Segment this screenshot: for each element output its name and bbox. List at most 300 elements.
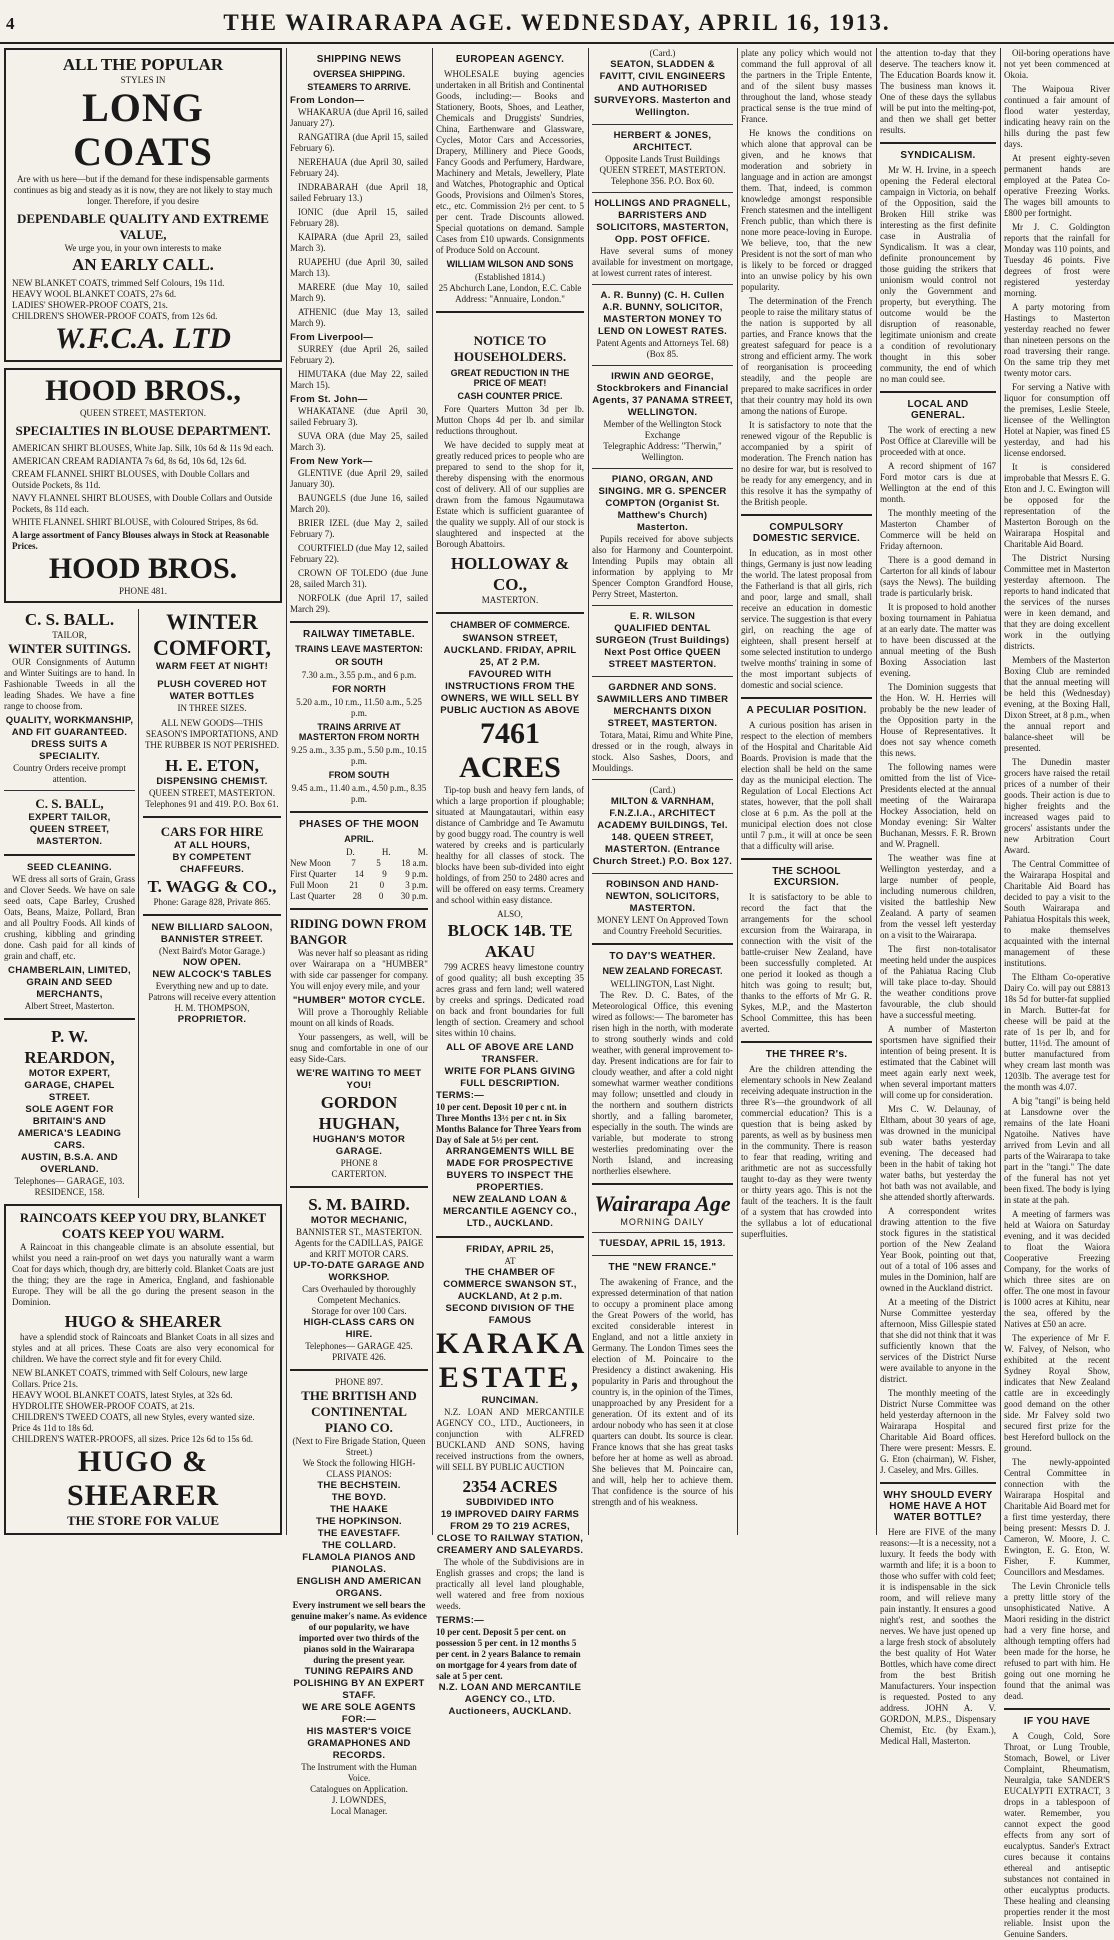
ad-text: Telephones— GARAGE, 103. RESIDENCE, 158. xyxy=(14,1176,125,1197)
ad-text: PHONE 8 xyxy=(340,1158,378,1168)
ad-text: (Next to Fire Brigade Station, Queen Street.) xyxy=(292,1436,426,1457)
ad-headline: LONG COATS xyxy=(73,85,213,174)
rail-label: FOR NORTH xyxy=(332,684,386,694)
piano-brand: THE EAVESTAFF. xyxy=(317,1528,401,1539)
moon-row: Full Moon 21 0 3 p.m. xyxy=(290,880,428,890)
ad-text: Country Orders receive prompt attention. xyxy=(13,763,126,784)
ad-text: (Established 1814.) xyxy=(475,272,545,282)
article-body: It is satisfactory to note that the renewed vigour of the Republic is accompanied by a spirit of moderation. The French nation has no desire for war, but is resolved to be ready for any emergency, and in this resolve it has the sympathy of the British people. xyxy=(741,420,872,507)
section-subheading: NEW ZEALAND FORECAST. xyxy=(602,966,723,976)
news-item: At a meeting of the District Nurse Committee yesterday afternoon, Miss Gillespie stated that she did not think that it was sufficiently known that the services of the District Nurse were available to anyone in the district. xyxy=(880,1297,996,1384)
news-item: The monthly meeting of the District Nurse Committee was held yesterday afternoon in the Wairarapa Hospital and Charitable Aid Board offices. There were present: Messrs. E. G. Eton (chairman), W. Fisher, J. Caseley, and Mrs. Gilles. xyxy=(880,1388,996,1475)
section-heading: RAILWAY TIMETABLE. xyxy=(303,629,415,640)
ad-text: HUGHAN'S MOTOR GARAGE. xyxy=(312,1134,406,1157)
ad-text: ALL OF ABOVE ARE LAND TRANSFER. xyxy=(446,1042,574,1065)
column-4 xyxy=(592,48,733,1535)
news-item: It is proposed to hold another boxing tournament in Pahiatua at an early date. The matter was to have been discussed at the annual meeting of the Bush Boxing Association last evening. xyxy=(880,602,996,678)
business-card: E. R. WILSON xyxy=(629,611,696,622)
baird-ad xyxy=(290,1194,428,1363)
shipping-entry: ATHENIC (due May 13, sailed March 9). xyxy=(290,307,428,328)
ad-item: AMERICAN SHIRT BLOUSES, White Jap. Silk, 10s 6d & 11s 9d each. xyxy=(12,443,274,453)
news-item: The Levin Chronicle tells a pretty little story of the unsophisticated Native. A Maori residing in the district had a very fine horse, and although tempting offers had been made for the horse, he refused to part with him. He going out one morning he found that the animal was dead. xyxy=(1004,1581,1110,1701)
ad-text: MASTERTON. xyxy=(481,595,539,605)
ad-text: FLAMOLA PIANOS AND PIANOLAS. xyxy=(302,1552,416,1575)
ad-subhead: DEPENDABLE QUALITY AND EXTREME VALUE, xyxy=(17,211,269,242)
shipping-origin: From London— xyxy=(290,95,365,106)
article-body: plate any policy which would not command the full approval of all the partners in the Triple Entente, and of the silent busy masses throughout the land, whose steady practical sense is the true mind of France. xyxy=(741,48,872,124)
business-card-text: Telegraphic Address: "Therwin," Wellington. xyxy=(603,441,722,462)
ad-signature: GORDON HUGHAN, xyxy=(318,1093,400,1133)
business-card-text: Opposite Lands Trust Buildings QUEEN STREET, MASTERTON. Telephone 356. P.O. Box 60. xyxy=(599,154,726,186)
news-item: A record shipment of 167 Ford motor cars is due at Wellington at the end of this month. xyxy=(880,461,996,504)
section-subheading: OVERSEA SHIPPING. xyxy=(313,69,405,79)
ad-text: QUEEN STREET, MASTERTON. xyxy=(148,788,276,798)
ad-text: STYLES IN xyxy=(120,75,166,85)
shipping-entry: BRIER IZEL (due May 2, sailed February 7). xyxy=(290,518,428,539)
article-body: A curious position has arisen in respect to the election of members of the Hospital and Charitable Aid Boards. Provision is made that the election shall be held on the same day as the municipal election. The Regulation of Local Elections Act states, however, that the poll shall close at 6 p.m. As the poll at the municipal election does not close until 7 p.m., it will at once be seen that a difficulty will arise. xyxy=(741,720,872,851)
ad-logo: W.F.C.A. LTD xyxy=(55,322,231,355)
ad-text: GRAIN AND SEED MERCHANTS, xyxy=(26,977,113,1000)
ad-text: WRITE FOR PLANS GIVING FULL DESCRIPTION. xyxy=(444,1066,576,1089)
ad-headline: CARS FOR HIRE xyxy=(160,824,264,839)
news-item: The first non-totalisator meeting held under the auspices of the Pahiatua Racing Club will take place to-day. Should the weather conditions prove favourable, the club should have a successful meeting. xyxy=(880,944,996,1020)
ad-text: RUNCIMAN. xyxy=(481,1395,539,1406)
ad-text: MOTOR MECHANIC, xyxy=(310,1215,408,1226)
ad-body: WE dress all sorts of Grain, Grass and Clover Seeds. We have on sale seed oats, Cape Barley, Crushed Oats, Beans, Maize, Pollard, Bran and all Poultry Foods. All kinds of crushing, kibbling and grinding done. Cash paid for all kinds of grain and chaff, etc. xyxy=(4,874,135,961)
ad-text: PHONE 897. xyxy=(334,1377,383,1387)
news-item: A party motoring from Hastings to Masterton yesterday reached no fewer than nineteen persons on the road traversing their range. On the same trip they met twenty motor cars. xyxy=(1004,302,1110,378)
card-label: (Card.) xyxy=(649,785,676,795)
shipping-origin: From Liverpool— xyxy=(290,332,374,343)
ad-signature: H. E. ETON, xyxy=(165,756,259,775)
news-item: The monthly meeting of the Masterton Chamber of Commerce will be held on Friday afternoon. xyxy=(880,508,996,551)
news-item: The experience of Mr F. W. Falvey, of Nelson, who exhibited at the recent Sydney Royal Show, indicates that New Zealand cattle are in exceedingly good demand on the other side. Mr Falvey sold two secured first prize for the best Hereford bullock on the ground. xyxy=(1004,1333,1110,1453)
ad-headline: WHY SHOULD EVERY HOME HAVE A HOT WATER BOTTLE? xyxy=(883,1490,993,1523)
ad-logo: HOOD BROS. xyxy=(48,552,238,585)
ad-tagline: THE STORE FOR VALUE xyxy=(66,1513,220,1528)
ad-headline: RIDING DOWN FROM BANGOR xyxy=(290,916,427,947)
ad-body: Fore Quarters Mutton 3d per lb. Mutton Chops 4d per lb. and similar reductions throughout. xyxy=(436,404,584,436)
ad-headline: BLOCK 14B. TE AKAU xyxy=(447,921,573,961)
business-card-text: Have several sums of money available for investment on mortgage, at lowest current rates of interest. xyxy=(592,246,733,278)
shipping-entry: IONIC (due April 15, sailed February 28). xyxy=(290,207,428,228)
rail-times: 9.45 a.m., 11.40 a.m., 4.50 p.m., 8.35 p.m. xyxy=(291,783,427,804)
news-item: The newly-appointed Central Committee in connection with the Wairarapa Hospital and Charitable Aid Board met for a first time yesterday, there being present: Messrs D. J. Cameron, W. Moore, J. C. Ewington, E. G. Eton, W. Fisher, F. Kummer, Councillors and Mesdames. xyxy=(1004,1457,1110,1577)
ad-signature: N.Z. LOAN AND MERCANTILE AGENCY CO., LTD. Auctioneers, AUCKLAND. xyxy=(438,1682,582,1717)
shipping-entry: MARERE (due May 10, sailed March 9). xyxy=(290,282,428,303)
hugo-shearer-ad xyxy=(4,1204,282,1535)
ad-text: AT xyxy=(504,1256,516,1266)
ad-text: CLOSE TO RAILWAY STATION, CREAMERY AND SALEYARDS. xyxy=(436,1533,584,1556)
section-heading: TO DAY'S WEATHER. xyxy=(609,951,716,962)
reardon-ad xyxy=(4,1026,135,1198)
ad-text: Every instrument we sell bears the genuine maker's name. As evidence of our popularity, we have imported over two thirds of the pianos sold in the Wairarapa during the present year. xyxy=(291,1600,427,1665)
piano-brand: THE BECHSTEIN. xyxy=(317,1480,401,1491)
news-item: The weather was fine at Wellington yesterday, and a large number of people, including numerous children, visited the battleship New Zealand. A party of seamen from the vessel left yesterday on a visit to the Wairarapa. xyxy=(880,853,996,940)
ad-body: Tip-top bush and heavy fern lands, of which a large proportion if ploughable; situated at Maungatautari, within easy distance of Cambridge and Te Awamutu by good buggy road. The country is well watered by creeks and is particularly healthy for all classes of stock. The blocks have been sub-divided into eight holdings, of from 250 to 2480 acres and will be offered on easy terms. Creamery and school within easy distance. xyxy=(436,785,584,905)
news-item: Oil-boring operations have not yet been commenced at Okoia. xyxy=(1004,48,1110,80)
article-body: the attention to-day that they deserve. The teachers know it. The Education Boards know it. The business man knows it. One of these days the syllabus will be put into the melting-pot, and then we shall get better results. xyxy=(880,48,996,135)
ad-signature: H. M. THOMPSON, xyxy=(174,1003,250,1013)
ad-text: Local Manager. xyxy=(330,1806,388,1816)
ad-text: SWANSON STREET, AUCKLAND. FRIDAY, APRIL 25, AT 2 P.M. xyxy=(443,633,577,668)
moon-row: First Quarter 14 9 9 p.m. xyxy=(290,869,428,879)
seed-cleaning-ad xyxy=(4,862,135,1012)
ad-body: have a splendid stock of Raincoats and Blanket Coats in all sizes and styles and at all prices. These Coats are also very economical for children. We have the correct style and fit for every Child. xyxy=(12,1332,274,1364)
news-item: A meeting of farmers was held at Waiora on Saturday evening, and it was decided to float the Waiora Cooperative Freezing Company, for the works of which three sites are on offer. The one most in favour is 1000 acres at Kihitu, near the sea, offered by the Natives at £50 an acre. xyxy=(1004,1209,1110,1329)
article-heading: SYNDICALISM. xyxy=(900,150,976,161)
ad-subhead: GREAT REDUCTION IN THE PRICE OF MEAT! xyxy=(450,368,570,388)
ad-text: 25 Abchurch Lane, London, E.C. Cable Address: "Annuaire, London." xyxy=(438,283,582,304)
section-heading: CHAMBER OF COMMERCE. xyxy=(450,620,570,630)
ad-terms: 10 per cent. Deposit 10 per c nt. in Three Months 13½ per c nt. in Six Months Balance for Three Years from Day of Sale at 5½ per cent. xyxy=(436,1102,582,1145)
column-7 xyxy=(1004,48,1110,1939)
ad-text: CARTERTON. xyxy=(331,1169,387,1179)
article-body: It is satisfactory to be able to record the fact that the arrangements for the school excursion from the Wairarapa, in connection with the visit of the battle-cruiser New Zealand, have been successfully completed. At one period it looked as though a hitch was going to result; but, thanks to the efforts of Mr G. R. Sykes, M.P., and the Masterton School Committee, this has been averted. xyxy=(741,892,872,1034)
ad-item: HYDROLITE SHOWER-PROOF COATS, at 21s. xyxy=(12,1401,195,1411)
news-item: The Dominion suggests that the Hon. W. H. Herries will probably be the new leader of the Opposition party in the House of Representatives. It does not say whence cometh this news. xyxy=(880,682,996,758)
ad-text: THE CHAMBER OF COMMERCE SWANSON ST., AUCKLAND, At 2 p.m. xyxy=(443,1267,577,1302)
ad-headline: C. S. BALL. xyxy=(24,610,115,629)
rail-times: 5.20 a.m., 10 r.m., 11.50 a.m., 5.25 p.m. xyxy=(296,697,422,718)
ad-text: EXPERT TAILOR, xyxy=(28,812,111,823)
billiard-saloon-ad xyxy=(143,922,281,1026)
ad-headline: HOOD BROS., xyxy=(45,374,241,407)
ad-text: GARAGE, CHAPEL STREET. xyxy=(24,1080,115,1103)
card-label: (Card.) xyxy=(649,48,676,58)
editorial-date: TUESDAY, APRIL 15, 1913. xyxy=(599,1238,726,1249)
ad-text: Telephones 91 and 419. P.O. Box 61. xyxy=(145,799,279,809)
ad-body: N.Z. LOAN AND MERCANTILE AGENCY CO., LTD., Auctioneers, in conjunction with ALFRED BUCKLAND AND SONS, having received instructions from the owners, will SELL BY PUBLIC AUCTION xyxy=(436,1407,584,1472)
ad-body: Will prove a Thoroughly Reliable mount on all kinds of Roads. xyxy=(290,1007,428,1028)
ad-text: FRIDAY, APRIL 25, xyxy=(466,1244,554,1255)
ad-headline: THE BRITISH AND CONTINENTAL PIANO CO. xyxy=(301,1388,417,1435)
ad-body: We have decided to supply meat at greatly reduced prices to people who are prepared to send to the shop for it, thereby dispensing with the enormous cost of delivery. All of our supplies are drawn from the famous Ngaumutawa Estate which is sufficient guarantee of the quality we supply. All of our stock is slaughtered and inspected at the Borough Abattoirs. xyxy=(436,440,584,549)
ad-text: WE ARE SOLE AGENTS FOR:— xyxy=(302,1702,416,1725)
moon-header-row: D. H. M. xyxy=(346,847,428,857)
article-heading: COMPULSORY DOMESTIC SERVICE. xyxy=(752,522,861,544)
news-item: The Central Committee of the Wairarapa Hospital and Charitable Aid Board has decided to pay a visit to the South Wairarapa and Pahiatua Hospitals this week, to make themselves acquainted with the internal management of these institutions. xyxy=(1004,859,1110,968)
shipping-entry: RUAPEHU (due April 30, sailed March 13). xyxy=(290,257,428,278)
business-card: HERBERT & JONES, ARCHITECT. xyxy=(613,130,712,153)
ad-text: QUEEN STREET, MASTERTON. xyxy=(29,824,110,847)
news-item: A big "tangi" is being held at Lansdowne over the remains of the late Hoani Ngatoihe. Natives have arrived from Levin and all parts of the Wairarapa to take part in the "tangi." The date of the funeral has not yet been fixed. The body is lying in state at the pah. xyxy=(1004,1096,1110,1205)
ad-text: SOLE AGENT FOR xyxy=(25,1104,114,1115)
ad-text: PLUSH COVERED HOT WATER BOTTLES xyxy=(157,679,267,702)
news-item: The following names were omitted from the list of Vice-Presidents elected at the annual meeting of the Wairarapa Hockey Association, held on Monday evening: Sir Walter Buchanan, Messrs. F. R. Brown and W. Pragnell. xyxy=(880,762,996,849)
ad-headline: S. M. BAIRD. xyxy=(308,1195,410,1214)
business-card: SEATON, SLADDEN & FAVITT, CIVIL ENGINEERS AND AUTHORISED SURVEYORS. Masterton and Wellington. xyxy=(594,59,731,118)
ad-signature: J. LOWNDES, xyxy=(331,1795,387,1805)
ad-item: NAVY FLANNEL SHIRT BLOUSES, with Double Collars and Outside Pockets, 8s 11d each. xyxy=(12,493,273,514)
ad-text: We urge you, in your own interests to make xyxy=(64,243,222,253)
newspaper-title: THE WAIRARAPA AGE. WEDNESDAY, APRIL 16, 1913. xyxy=(223,10,891,35)
ad-signature: C. S. BALL, xyxy=(35,796,104,811)
piano-brand: THE BOYD. xyxy=(331,1492,387,1503)
ad-text: Storage for over 100 Cars. xyxy=(311,1306,407,1316)
ad-body: Here are FIVE of the many reasons:—It is a necessity, not a luxury. It feeds the body with warmth and life; it is a boon to those who suffer with cold feet; it is indispensable in the sick room, and will relieve many pain instantly. It ensures a good night's rest, and soothes the nerves. We have just opened up a large fresh stock of absolutely the best quality of Hot Water Bottles, which have come direct from the best British Manufacturers. Your inspection is requested. Posted to any address. JOHN A. V. GORDON, M.P.S., Dispensary Chemist, Etc. (by Exam.), Medical Hall, Masterton. xyxy=(880,1527,996,1746)
ad-body: ALL NEW GOODS—THIS SEASON'S IMPORTATIONS, AND THE RUBBER IS NOT PERISHED. xyxy=(144,718,280,750)
article-body: In education, as in most other things, Germany is just now leading the world. The latest proposal from the Fatherland is that all girls, rich and poor, large and small, shall receive an education in domestic service. The suggestion is that every girl, on reaching the age of eighteen, shall present herself at some selected institution to undergo twelve months' training in some of the most important subjects of domestic and social science. xyxy=(741,548,872,690)
business-card-text: QUALIFIED DENTAL SURGEON (Trust Buildings) Next Post Office QUEEN STREET MASTERTON. xyxy=(595,623,730,670)
ad-signature: CHAMBERLAIN, LIMITED, xyxy=(8,965,131,976)
news-item: The Eltham Co-operative Dairy Co. will pay out £8813 18s 5d for butter-fat supplied in March. Butter-fat for cheese will be paid at the rate of 1s per lb, and for butter, 11½d. The amount of butter manufactured from whey cream last month was 1203lb. The average test for the month was 4.07. xyxy=(1004,972,1110,1092)
ad-subhead: CASH COUNTER PRICE. xyxy=(457,391,563,401)
ad-headline: SEED CLEANING. xyxy=(27,862,112,873)
column-6 xyxy=(880,48,996,1746)
business-card: PIANO, ORGAN, AND SINGING. MR G. SPENCER COMPTON (Organist St. Matthew's Church) Masterton. xyxy=(598,474,727,533)
ad-headline: 2354 ACRES xyxy=(462,1477,558,1496)
ad-signature: T. WAGG & CO., xyxy=(147,877,277,896)
business-card-text: MONEY LENT On Approved Town and Country Freehold Securities. xyxy=(596,915,729,936)
ad-item: CHILDREN'S WATER-PROOFS, all sizes. Price 12s 6d to 15s 6d. xyxy=(12,1434,253,1444)
ad-body: A Cough, Cold, Sore Throat, or Lung Trouble, Stomach, Bowel, or Liver Complaint, Rheumatism, Neuralgia, take SANDER'S EUCALYPTI EXTRACT, 3 drops in a tablespoon of water. Remember, you cannot expect the good effects from any sort of eucalyptus. Sander's Extract cures because it contains ethereal and antiseptic substances not contained in other eucalyptus products. These healing and cleansing properties render it the most reliable. Insist upon the Genuine Sanders. xyxy=(1004,1731,1110,1939)
article-heading: LOCAL AND GENERAL. xyxy=(907,399,969,421)
news-item: At present eighty-seven permanent hands are employed at the Patea Co-operative Freezing Works. The wages bill amounts to £800 per fortnight. xyxy=(1004,153,1110,218)
piano-brand: THE HOPKINSON. xyxy=(315,1516,402,1527)
ad-text: BRITAIN'S AND AMERICA'S LEADING CARS. xyxy=(17,1116,122,1151)
ad-text: Are with us here—but if the demand for these indispensable garments continues as big and steady as it is now, they are not likely to stay much longer. Therefore, if you desire xyxy=(13,174,273,206)
shipping-entry: NORFOLK (due April 17, sailed March 29). xyxy=(290,593,428,614)
column-1 xyxy=(4,48,282,1535)
shipping-entry: WHAKARUA (due April 16, sailed January 27). xyxy=(290,107,428,128)
ad-text: HIGH-CLASS CARS ON HIRE. xyxy=(303,1317,415,1340)
ad-text: BANNISTER ST., MASTERTON. xyxy=(296,1227,422,1237)
ad-text: DISPENSING CHEMIST. xyxy=(156,776,268,787)
ad-headline: P. W. REARDON, xyxy=(24,1027,115,1067)
article-body: The awakening of France, and the expressed determination of that nation to occupy a prominent place among the Great Powers of the world, has excited considerable interest in England, and not a little anxiety in Germany. The London Times sees the election of M. Poincaire to the Presidency a distinct awakening. His popularity in Paris and throughout the country is, in the opinion of the Times, unapproached by any President for a generation. Of its extent and of its ardour nobody who has seen it at close quarters can doubt. Its source is clear. France knows that she has great tasks before her at home as well as abroad. She believes that M. Poincaire can, and will, help her to achieve them. That confidence is the source of his strength and of his weakness. xyxy=(592,1277,733,1507)
rail-label: TRAINS ARRIVE AT MASTERTON FROM NORTH xyxy=(298,722,420,742)
ad-text: Albert Street, Masterton. xyxy=(24,1001,115,1011)
shipping-entry: BAUNGELS (due June 16, sailed March 20). xyxy=(290,493,428,514)
section-heading: SHIPPING NEWS xyxy=(316,54,402,65)
shipping-entry: INDRABARAH (due April 18, sailed February 13.) xyxy=(290,182,428,203)
ad-headline: WINTER COMFORT, xyxy=(153,609,271,660)
ad-text: FAVOURED WITH INSTRUCTIONS FROM THE OWNERS, WE WILL SELL BY PUBLIC AUCTION AS ABOVE xyxy=(440,669,580,716)
ad-text: NEW ALCOCK'S TABLES xyxy=(152,969,272,980)
shipping-entry: RANGATIRA (due April 15, sailed February 6). xyxy=(290,132,428,153)
ad-text: (Next Baird's Motor Garage.) xyxy=(158,946,266,956)
ad-item: WHITE FLANNEL SHIRT BLOUSE, with Coloured Stripes, 8s 6d. xyxy=(12,517,259,527)
ad-logo: HUGO & SHEARER xyxy=(66,1445,220,1512)
ad-text: TAILOR, xyxy=(52,630,87,640)
ad-text: DRESS SUITS A SPECIALITY. xyxy=(31,739,108,762)
ad-headline: NOTICE TO HOUSEHOLDERS. xyxy=(453,333,567,364)
ad-text: NOW OPEN. xyxy=(182,957,242,968)
ad-address: QUEEN STREET, MASTERTON. xyxy=(79,408,207,418)
ad-text: TERMS:— xyxy=(436,1615,485,1626)
business-card: HOLLINGS AND PRAGNELL, BARRISTERS AND SOLICITORS, MASTERTON, Opp. POST OFFICE. xyxy=(594,198,731,245)
ad-terms: 10 per cent. Deposit 5 per cent. on possession 5 per cent. in 12 months 5 per cent. in 2 years Balance to remain on mortgage for 4 years from date of sale at 5 per cent. xyxy=(436,1627,581,1681)
article-heading: A PECULIAR POSITION. xyxy=(746,705,867,716)
ad-text: Phone: Garage 828, Private 865. xyxy=(153,897,271,907)
ad-text: ARRANGEMENTS WILL BE MADE FOR PROSPECTIVE BUYERS TO INSPECT THE PROPERTIES. xyxy=(445,1146,575,1193)
ad-text: ALSO, xyxy=(497,909,523,919)
ad-body: 799 ACRES heavy limestone country of good quality; all bush excepting 35 acres grass and fern land; well watered by creeks and springs. Dedicated road on back and front boundaries for full length of section. Creamery and school sites within 10 chains. xyxy=(436,962,584,1038)
business-card: ROBINSON AND HAND-NEWTON, SOLICITORS, MASTERTON. xyxy=(605,879,720,914)
ad-headline: NEW BILLIARD SALOON, xyxy=(151,922,273,933)
ad-body: A Raincoat in this changeable climate is an absolute essential, but whilst you need a rain-proof on wet days you naturally want a warm Coat for days which, though dry, are bitterly cold. Blanket Coats are just the thing; they are the rage in America, England, and fashionable Europe. They will be all the go during the present season in the Dominion. xyxy=(12,1242,274,1307)
news-item: Mr J. C. Goldington reports that the rainfall for Monday was 110 points, and Tuesday 46 points. Five degrees of frost were registered yesterday morning. xyxy=(1004,222,1110,298)
ad-text: BANNISTER STREET. xyxy=(160,934,264,945)
ad-item: HEAVY WOOL BLANKET COATS, 27s 6d. xyxy=(12,289,177,299)
shipping-entry: NEREHAUA (due April 30, sailed February 24). xyxy=(290,157,428,178)
ad-text: TUNING REPAIRS AND POLISHING BY AN EXPERT STAFF. xyxy=(293,1666,425,1701)
ad-body: The whole of the Subdivisions are in English grasses and crops; the land is practically all level land ploughable, well watered and free from noxious weeds. xyxy=(436,1557,584,1611)
news-item: It is considered improbable that Messrs E. G. Eton and J. C. Ewington will be opposed for the representation of the Masterton Borough on the Wairarapa Hospital and Charitable Aid Board. xyxy=(1004,462,1110,549)
shipping-origin: From St. John— xyxy=(290,394,368,405)
editorial-masthead-sub: MORNING DAILY xyxy=(620,1217,705,1227)
winter-comfort-ad xyxy=(143,609,281,1198)
ad-item: LADIES' SHOWER-PROOF COATS, 21s. xyxy=(12,300,168,310)
shipping-entry: HIMUTAKA (due May 22, sailed March 15). xyxy=(290,369,428,390)
ad-headline: KARAKA ESTATE, xyxy=(436,1327,588,1394)
ad-item: HEAVY WOOL BLANKET COATS, latest Styles, at 32s 6d. xyxy=(12,1390,233,1400)
column-rule xyxy=(737,48,738,1535)
rail-times: 9.25 a.m., 3.35 p.m., 5.50 p.m., 10.15 p.m. xyxy=(291,745,427,766)
news-item: A correspondent writes drawing attention to the five stock figures in the statistical portion of the New Zealand Year Book, pointing out that, out of a total of 106 asses and mules in the Dominion, half are owned in the Auckland district. xyxy=(880,1206,996,1293)
ad-body: Your passengers, as well, will be snug and comfortable in one of our easy Side-Cars. xyxy=(290,1032,428,1064)
piano-brand: THE HAAKE xyxy=(329,1504,389,1515)
rail-label: TRAINS LEAVE MASTERTON: xyxy=(295,644,423,654)
ad-headline: RAINCOATS KEEP YOU DRY, BLANKET COATS KEEP YOU WARM. xyxy=(19,1210,267,1241)
article-body: Are the children attending the elementary schools in New Zealand receiving adequate instruction in the three R's—the groundwork of all commercial education? This is a question that is being asked by parents, as well as by business men in the community. There is reason to fear that reading, writing and arithmetic are not as successfully taught to-day as they were twenty or thirty years ago. This is not the fault of the teachers. It is the fault of a system that has crowded into the syllabus a lot of educational superfluities. xyxy=(741,1064,872,1239)
ad-signature: HOLLOWAY & CO., xyxy=(450,554,570,594)
ad-pair-row xyxy=(4,609,282,1198)
moon-row: New Moon 7 5 18 a.m. xyxy=(290,858,428,868)
ad-item: A large assortment of Fancy Blouses always in Stock at Reasonable Prices. xyxy=(12,530,269,551)
piano-brand: THE COLLARD. xyxy=(321,1540,397,1551)
ad-subhead: WARM FEET AT NIGHT! xyxy=(155,661,269,672)
business-card: MILTON & VARNHAM, F.N.Z.I.A., ARCHITECT ACADEMY BUILDINGS, Tel. 148. QUEEN STREET, MASTERTON. (Entrance Church Street.) P.O. Box 127. xyxy=(592,796,733,867)
column-3 xyxy=(436,48,588,1717)
article-body: Mr W. H. Irvine, in a speech opening the Federal electoral campaign in Victoria, on behalf of the Opposition, said the Broken Hill strike was interesting as the first definite case in Australia of Syndicalism. It was a clear, definite pronouncement by those guiding the strikers that unionism would control not only the Government and property, but everything. The outcome would be the disruption of reasonable, legitimate unionism and create a condition of revolutionary thought in this sober community, the end of which no man could see. xyxy=(880,165,996,384)
cars-for-hire-ad xyxy=(143,824,281,908)
rail-label: FROM SOUTH xyxy=(328,770,390,780)
dateline: WELLINGTON, Last Night. xyxy=(610,979,715,989)
shipping-entry: WHAKATANE (due April 30, sailed February 3). xyxy=(290,406,428,427)
page-number: 4 xyxy=(6,14,15,33)
column-rule xyxy=(432,48,433,1535)
column-rule xyxy=(1000,48,1001,1535)
ad-signature: WILLIAM WILSON AND SONS xyxy=(446,259,574,269)
ad-text: 19 IMPROVED DAIRY FARMS FROM 29 TO 219 ACRES, xyxy=(440,1509,580,1532)
shipping-entry: SURREY (due April 26, sailed February 2). xyxy=(290,344,428,365)
shipping-entry: COURTFIELD (due May 12, sailed February 22). xyxy=(290,543,428,564)
ad-text: SUBDIVIDED INTO xyxy=(465,1497,555,1508)
article-heading: THE "NEW FRANCE." xyxy=(608,1262,717,1273)
section-subheading: STEAMERS TO ARRIVE. xyxy=(307,82,411,92)
ad-body: Was never half so pleasant as riding over Wairarapa on a "HUMBER" with side car passenger for company. You will enjoy every mile, and your xyxy=(290,948,428,991)
ad-text: BY COMPETENT CHAFFEURS. xyxy=(172,852,252,875)
business-card-text: Member of the Wellington Stock Exchange xyxy=(603,419,722,440)
ad-text: UP-TO-DATE GARAGE AND WORKSHOP. xyxy=(293,1260,425,1283)
news-item: The work of erecting a new Post Office at Clareville will be proceeded with at once. xyxy=(880,425,996,457)
ad-text: MOTOR EXPERT, xyxy=(28,1068,111,1079)
ad-text: HIS MASTER'S VOICE GRAMAPHONES AND RECORDS. xyxy=(306,1726,412,1761)
ad-text: QUALITY, WORKMANSHIP, AND FIT GUARANTEED. xyxy=(5,715,134,738)
ad-text: Agents for the CADILLAS, PAIGE and KRIT MOTOR CARS. xyxy=(294,1238,424,1259)
news-item: Members of the Masterton Boxing Club are reminded that the annual meeting will be held this (Wednesday) evening, at the Boxing Hall, Dixon Street, at 8 p.m., when the annual report and balance-sheet will be presented. xyxy=(1004,655,1110,753)
ad-subhead: AN EARLY CALL. xyxy=(72,255,214,274)
ad-headline: IF YOU HAVE xyxy=(1023,1716,1091,1727)
article-body: He knows the conditions on which alone that approval can be given, and he knows that moderation and sobriety in language and in action are amongst them. That, indeed, is common knowledge amongst responsible French statesmen and the intelligent French public, than which there is none more peace-loving in Europe. We believe, too, that the new President is not the sort of man who is likely to be forced or dragged into an unwise policy by his own popularity. xyxy=(741,128,872,292)
column-5 xyxy=(741,48,872,1535)
humber-ad xyxy=(290,916,428,1180)
shipping-origin: From New York— xyxy=(290,456,373,467)
news-item: The District Nursing Committee met in Masterton yesterday afternoon. The reports to hand indicated that the services of the nurses were in keen demand, and that they are doing excellent work in the outlying districts. xyxy=(1004,553,1110,651)
business-card-text: Totara, Matai, Rimu and White Pine, dressed or in the rough, always in stock. Also Sashes, Doors, and Mouldings. xyxy=(592,730,733,773)
ad-subhead: "HUMBER" MOTOR CYCLE. xyxy=(292,995,426,1006)
ad-text: We Stock the following HIGH-CLASS PIANOS: xyxy=(302,1458,416,1479)
ad-text: Catalogues on Application. xyxy=(310,1784,408,1794)
column-rule xyxy=(876,48,877,1535)
ad-text: ENGLISH AND AMERICAN ORGANS. xyxy=(296,1576,422,1599)
section-heading: PHASES OF THE MOON xyxy=(299,819,419,830)
section-heading: EUROPEAN AGENCY. xyxy=(455,54,565,65)
ad-text: WE'RE WAITING TO MEET YOU! xyxy=(296,1068,422,1091)
news-item: For serving a Native with liquor for consumption off the premises, Leslie Steele, licensee of the Wellington Hotel at Napier, was fined £5 yesterday, and had his license endorsed. xyxy=(1004,382,1110,458)
news-item: The Dunedin master grocers have raised the retail prices of a number of their goods. Their action is due to higher freights and the increased wages paid to grocers' assistants under the new Arbitration Court Award. xyxy=(1004,757,1110,855)
column-2 xyxy=(290,48,428,1816)
article-body: The determination of the French people to raise the military status of the nation is supported by all parties, and France knows that the greatest safeguard for peace is a strong and efficient army. The work of reorganisation is proceeding steadily, and the people are prepared to make sacrifices in order that their country may hold its own among the nations of Europe. xyxy=(741,296,872,416)
masthead xyxy=(0,0,1114,44)
shipping-entry: CROWN OF TOLEDO (due June 28, sailed March 31). xyxy=(290,568,428,589)
business-card: A. R. Bunny) (C. H. Cullen A.R. BUNNY, SOLICITOR, MASTERTON MONEY TO LEND ON LOWEST RATES. xyxy=(597,290,728,337)
shipping-entry: KAIPARA (due April 23, sailed March 3). xyxy=(290,232,428,253)
long-coats-ad xyxy=(4,48,282,362)
hood-bros-ad xyxy=(4,368,282,603)
ad-headline: ALL THE POPULAR xyxy=(62,55,224,74)
ad-item: AMERICAN CREAM RADIANTA 7s 6d, 8s 6d, 10s 6d, 12s 6d. xyxy=(12,456,247,466)
ad-body: Everything new and up to date. Patrons will receive every attention xyxy=(148,981,276,1002)
ad-item: CREAM FLANNEL SHIRT BLOUSES, with Double Collars and Outside Pockets, 8s 11d. xyxy=(12,469,250,490)
ad-text: AT ALL HOURS, xyxy=(173,840,251,851)
article-body: The Rev. D. C. Bates, of the Meteorological Office, this evening wired as follows:— The barometer has risen high in the north, with moderate to strong southerly winds and cold weather, with general improvement to-day. Present indications are for fair to cloudy weather, and after a cold night somewhat warmer weather conditions may follow; unsettled and cloudy in the northern and southern districts shortly, and a falling barometer, especially in the south. The winds are variable, but moderate to strong westerlies predominating over the North Island, and increasing northerlies elsewhere. xyxy=(592,990,733,1176)
business-card: GARDNER AND SONS. SAWMILLERS AND TIMBER MERCHANTS DIXON STREET, MASTERTON. xyxy=(596,682,729,729)
column-rule xyxy=(286,48,287,1535)
shipping-entry: SUVA ORA (due May 25, sailed March 3). xyxy=(290,431,428,452)
news-item: Mrs C. W. Delaunay, of Eltham, about 30 years of age, was drowned in the municipal sub water baths yesterday evening. The deceased had been in the habit of taking hot water baths, but yesterday the hot bath was not available, and she attended shortly afterwards. xyxy=(880,1104,996,1202)
ad-item: CHILDREN'S SHOWER-PROOF COATS, from 12s 6d. xyxy=(12,311,218,321)
article-heading: THE SCHOOL EXCURSION. xyxy=(772,866,841,888)
ad-body: OUR Consignments of Autumn and Winter Suitings are to hand. In Fashionable Tweeds in all the leading Shades. We have a fine range to choose from. xyxy=(4,657,135,711)
ad-text: The Instrument with the Human Voice. xyxy=(301,1762,417,1783)
news-item: A number of Masterton sportsmen have signified their intention of being present. It is estimated that the Cabinet will meet again early next week, when several important matters will come up for consideration. xyxy=(880,1024,996,1100)
ad-signature: NEW ZEALAND LOAN & MERCANTILE AGENCY CO., LTD., AUCKLAND. xyxy=(443,1194,577,1229)
ad-text: Cars Overhauled by thoroughly Competent Mechanics. xyxy=(302,1284,416,1305)
shipping-entry: GLENTIVE (due April 29, sailed January 30). xyxy=(290,468,428,489)
business-card-text: Pupils received for above subjects also for Harmony and Counterpoint. Intending Pupils may obtain all information by applying to Mr Spencer Compton Grandford House, Perry Street, Masterton. xyxy=(592,534,733,599)
rail-times: 7.30 a.m., 3.55 p.m., and 6 p.m. xyxy=(301,670,417,680)
ad-body: WHOLESALE buying agencies undertaken in all British and Continental Goods, including:— Books and Stationery, Boots, Shoes, and Leather, Chemicals and Druggists' Sundries, China, Earthenware and Glassware, Cycles, Motor Cars and Accessories, Drapery, Millinery and Piece Goods, Fancy Goods and Perfumery, Hardware, Machinery and Metals, Jewellery, Plate and Watches, Photographic and Optical Goods, Provisions and Oilmen's Stores, etc., etc. Commission 2½ per cent. to 5 per cent. Trade Discounts allowed. Special quotations on demand. Sample Cases from £10 upwards. Consignments of Produce Sold on Account. xyxy=(436,69,584,255)
moon-month: APRIL. xyxy=(344,834,374,844)
piano-company-ad xyxy=(290,1377,428,1817)
business-card-text: Patent Agents and Attorneys Tel. 68) (Box 85. xyxy=(596,338,729,359)
business-card: IRWIN AND GEORGE, Stockbrokers and Financial Agents, 37 PANAMA STREET, WELLINGTON. xyxy=(592,371,733,418)
news-item: The Waipoua River continued a fair amount of flood water yesterday, indicating heavy rain on the hills during the past few days. xyxy=(1004,84,1110,149)
ad-item: NEW BLANKET COATS, trimmed Self Colours, 19s 11d. xyxy=(12,278,225,288)
column-rule xyxy=(588,48,589,1535)
ad-subhead: SPECIALTIES IN BLOUSE DEPARTMENT. xyxy=(15,423,271,438)
ad-text: TERMS:— xyxy=(436,1090,485,1101)
ad-text: Telephones— GARAGE 425. PRIVATE 426. xyxy=(305,1341,413,1362)
ad-item: CHILDREN'S TWEED COATS, all new Styles, every wanted size. Price 4s 11d to 18s 6d. xyxy=(12,1412,255,1433)
cs-ball-ad xyxy=(4,609,139,1198)
news-item: There is a good demand in Carterton for all kinds of labour (says the News). The building trade is particularly brisk. xyxy=(880,555,996,598)
ad-text: IN THREE SIZES. xyxy=(177,703,247,713)
article-heading: THE THREE R's. xyxy=(765,1049,848,1060)
